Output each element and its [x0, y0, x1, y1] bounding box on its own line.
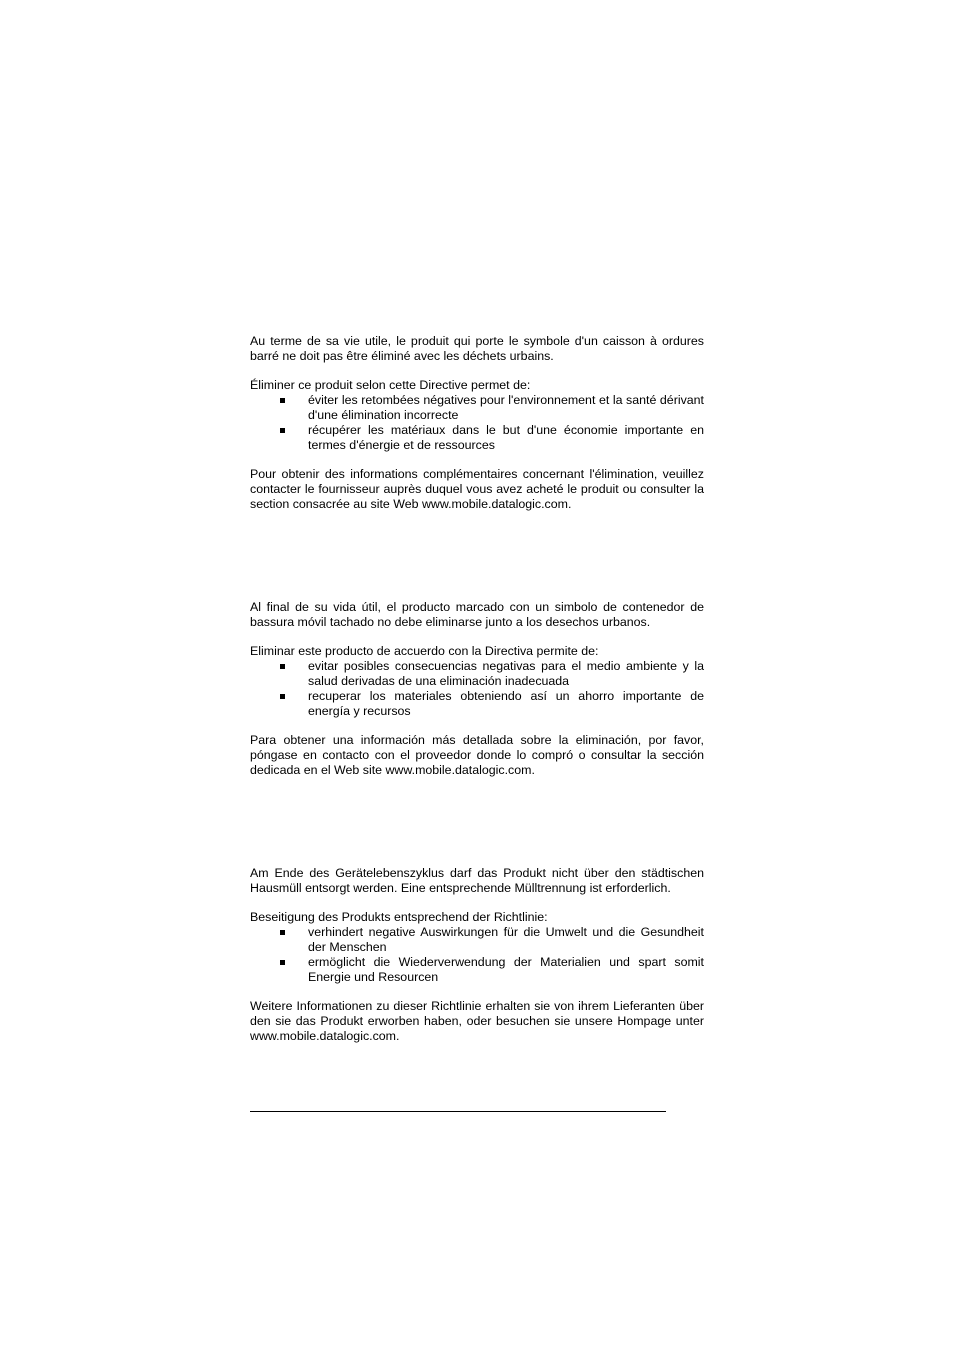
- list-item: [250, 955, 704, 985]
- list-item-text: récupérer les matériaux dans le but d'une économie importante en termes d'énergie et de ressources: [308, 422, 704, 452]
- paragraph-contact: Weitere Informationen zu dieser Richtlinie erhalten sie von ihrem Lieferanten über den sie das Produkt erworben haben, oder besuchen sie unsere Hompage unter www.mobile.datalogic.com.: [250, 999, 704, 1043]
- section-french: [250, 334, 704, 512]
- list-item: [250, 925, 704, 955]
- list-item: [250, 423, 704, 453]
- square-bullet-icon: [280, 930, 285, 935]
- paragraph-contact: Para obtener una información más detallada sobre la eliminación, por favor, póngase en contacto con el proveedor donde lo compró o consultar la sección dedicada en el Web site www.mobile.datalogic.com.: [250, 733, 704, 777]
- bullet-list: [250, 393, 704, 452]
- bullet-list: [250, 925, 704, 984]
- list-item-text: recuperar los materiales obteniendo así un ahorro importante de energía y recursos: [308, 688, 704, 718]
- list-item: [250, 393, 704, 423]
- bullet-list: [250, 659, 704, 718]
- list-item-text: éviter les retombées négatives pour l'environnement et la santé dérivant d'une élimination incorrecte: [308, 393, 704, 422]
- square-bullet-icon: [280, 398, 285, 403]
- section-spanish: [250, 600, 704, 778]
- list-item: [250, 689, 704, 719]
- square-bullet-icon: [280, 694, 285, 699]
- section-german: [250, 866, 704, 1044]
- paragraph-contact: Pour obtenir des informations complémentaires concernant l'élimination, veuillez contacter le fournisseur auprès duquel vous avez acheté le produit ou consulter la section consacrée au site Web www.mobile.datalogic.com.: [250, 467, 704, 511]
- square-bullet-icon: [280, 960, 285, 965]
- square-bullet-icon: [280, 664, 285, 669]
- list-item-text: evitar posibles consecuencias negativas para el medio ambiente y la salud derivadas de una eliminación inadecuada: [308, 659, 704, 688]
- footer-divider: [250, 1111, 666, 1112]
- paragraph-intro: Am Ende des Gerätelebenszyklus darf das Produkt nicht über den städtischen Hausmüll entsorgt werden. Eine entsprechende Mülltrennung ist erforderlich.: [250, 866, 704, 895]
- paragraph-intro: Al final de su vida útil, el producto marcado con un simbolo de contenedor de bassura móvil tachado no debe eliminarse junto a los desechos urbanos.: [250, 600, 704, 629]
- list-item-text: ermöglicht die Wiederverwendung der Materialien und spart somit Energie und Resourcen: [308, 954, 704, 984]
- square-bullet-icon: [280, 428, 285, 433]
- list-item: [250, 659, 704, 689]
- paragraph-intro: Au terme de sa vie utile, le produit qui porte le symbole d'un caisson à ordures barré ne doit pas être éliminé avec les déchets urbains.: [250, 334, 704, 363]
- list-intro: Éliminer ce produit selon cette Directive permet de:: [250, 378, 531, 393]
- list-intro: Beseitigung des Produkts entsprechend der Richtlinie:: [250, 910, 548, 925]
- list-intro: Eliminar este producto de accuerdo con la Directiva permite de:: [250, 644, 599, 659]
- list-item-text: verhindert negative Auswirkungen für die Umwelt und die Gesundheit der Menschen: [308, 925, 704, 954]
